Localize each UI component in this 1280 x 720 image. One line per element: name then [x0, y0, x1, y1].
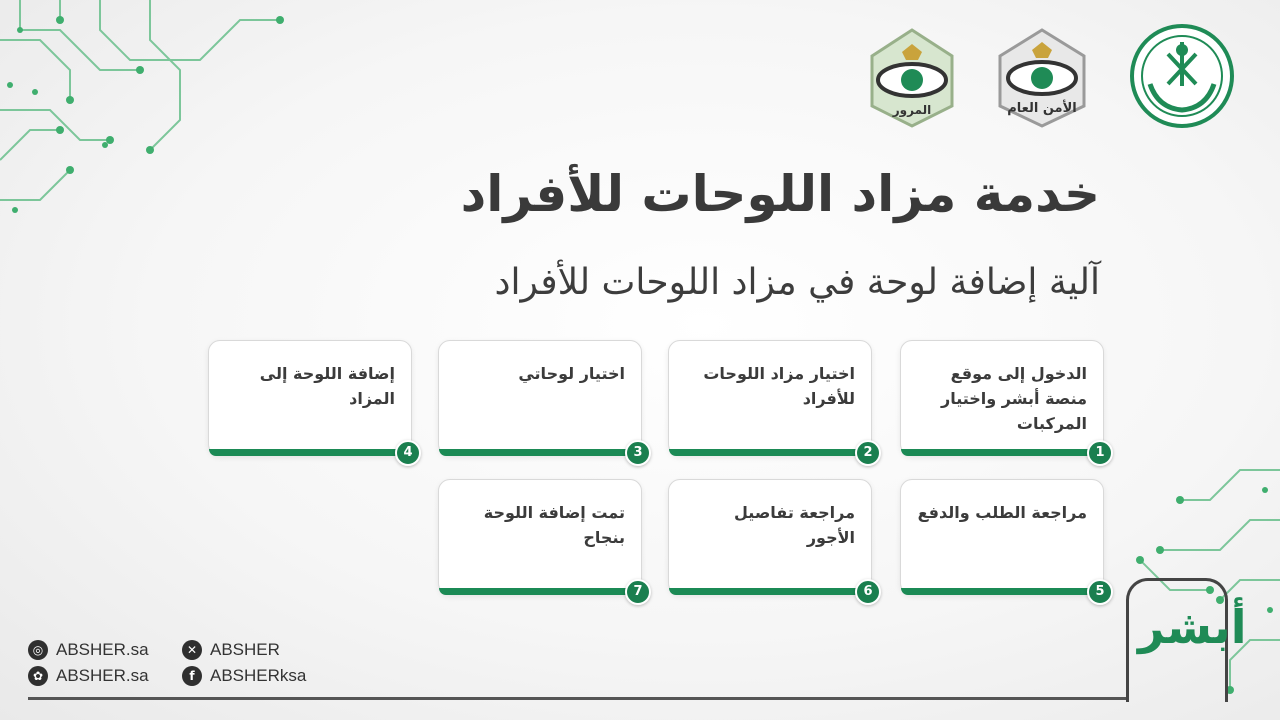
circuit-decoration-top-left: [0, 0, 290, 230]
traffic-department-emblem: [862, 26, 962, 130]
step-number-badge: 6: [855, 579, 881, 605]
social-snapchat-label: ABSHER.sa: [56, 666, 149, 685]
step-card-6: [668, 479, 873, 599]
card-accent-bar: [439, 449, 631, 456]
step-number-badge: 2: [855, 440, 881, 466]
step-label: اختيار لوحاتي: [518, 364, 625, 383]
step-label: تمت إضافة اللوحة بنجاح: [483, 503, 625, 547]
social-x[interactable]: [182, 640, 280, 660]
step-card-3: [438, 340, 643, 460]
public-security-badge-text: الأمن العام: [1007, 101, 1077, 116]
card-accent-bar: [901, 449, 1093, 456]
snapchat-icon: ✿: [28, 666, 48, 686]
card-accent-bar: [669, 449, 861, 456]
card-accent-bar: [209, 449, 401, 456]
step-label: مراجعة الطلب والدفع: [917, 503, 1087, 522]
facebook-icon: f: [182, 666, 202, 686]
card-accent-bar: [669, 588, 861, 595]
step-number-badge: 1: [1087, 440, 1113, 466]
card-accent-bar: [439, 588, 631, 595]
step-number-badge: 4: [395, 440, 421, 466]
x-icon: ✕: [182, 640, 202, 660]
social-x-label: ABSHER: [210, 640, 280, 659]
public-security-emblem: [990, 26, 1094, 130]
page-subtitle: آلية إضافة لوحة في مزاد اللوحات للأفراد: [494, 262, 1100, 303]
step-number-badge: 7: [625, 579, 651, 605]
step-card-2: [668, 340, 873, 460]
social-facebook[interactable]: [182, 666, 306, 686]
step-card-5: [900, 479, 1105, 599]
ministry-of-interior-emblem: [1128, 24, 1236, 128]
step-label: اختيار مزاد اللوحات للأفراد: [703, 364, 855, 408]
traffic-badge-text: المرور: [892, 103, 932, 117]
globe-icon: ◎: [28, 640, 48, 660]
step-card-4: [208, 340, 413, 460]
page-title: خدمة مزاد اللوحات للأفراد: [460, 165, 1100, 223]
step-label: إضافة اللوحة إلى المزاد: [259, 364, 395, 408]
social-web[interactable]: [28, 640, 149, 660]
footer-divider: [28, 697, 1128, 700]
step-card-7: [438, 479, 643, 599]
step-number-badge: 3: [625, 440, 651, 466]
social-snapchat[interactable]: [28, 666, 149, 686]
step-label: الدخول إلى موقع منصة أبشر واختيار المركبات: [940, 364, 1087, 433]
card-accent-bar: [901, 588, 1093, 595]
step-number-badge: 5: [1087, 579, 1113, 605]
step-label: مراجعة تفاصيل الأجور: [734, 503, 855, 547]
absher-logo: أبشر: [1138, 600, 1247, 654]
step-card-1: [900, 340, 1105, 460]
social-facebook-label: ABSHERksa: [210, 666, 307, 685]
social-web-label: ABSHER.sa: [56, 640, 149, 659]
